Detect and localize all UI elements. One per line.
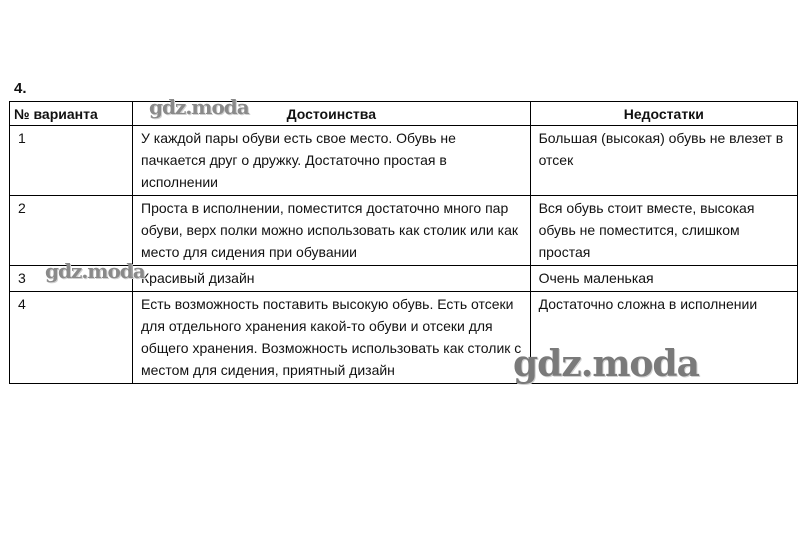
watermark: gdz.moda — [45, 259, 145, 283]
pros-cell: Красивый дизайн — [133, 266, 531, 292]
header-cons: Недостатки — [530, 102, 797, 126]
watermark: gdz.moda — [513, 343, 699, 385]
variant-cell: 4 — [10, 292, 133, 384]
task-number: 4. — [14, 80, 27, 97]
variant-cell: 3 — [10, 266, 133, 292]
cons-cell: Вся обувь стоит вместе, высокая обувь не поместится, слишком простая — [530, 196, 797, 266]
watermark: gdz.moda — [149, 95, 249, 119]
header-pros: Достоинства — [133, 102, 531, 126]
table-row — [10, 126, 798, 196]
variant-cell: 2 — [10, 196, 133, 266]
pros-cell: Проста в исполнении, поместится достаточно много пар обуви, верх полки можно использовать как столик или как место для сидения при обувании — [133, 196, 531, 266]
variant-cell: 1 — [10, 126, 133, 196]
header-variant: № варианта — [10, 102, 133, 126]
cons-cell: Очень маленькая — [530, 266, 797, 292]
cons-cell: Большая (высокая) обувь не влезет в отсек — [530, 126, 797, 196]
cons-cell: Достаточно сложна в исполнении — [530, 292, 797, 384]
pros-cell: У каждой пары обуви есть свое место. Обувь не пачкается друг о дружку. Достаточно простая в исполнении — [133, 126, 531, 196]
table-row — [10, 196, 798, 266]
comparison-table — [9, 101, 798, 384]
table-header-row — [10, 102, 798, 126]
pros-cell: Есть возможность поставить высокую обувь. Есть отсеки для отдельного хранения какой-то обуви и отсеки для общего хранения. Возможность использовать как столик с местом для сидения, приятный дизайн — [133, 292, 531, 384]
